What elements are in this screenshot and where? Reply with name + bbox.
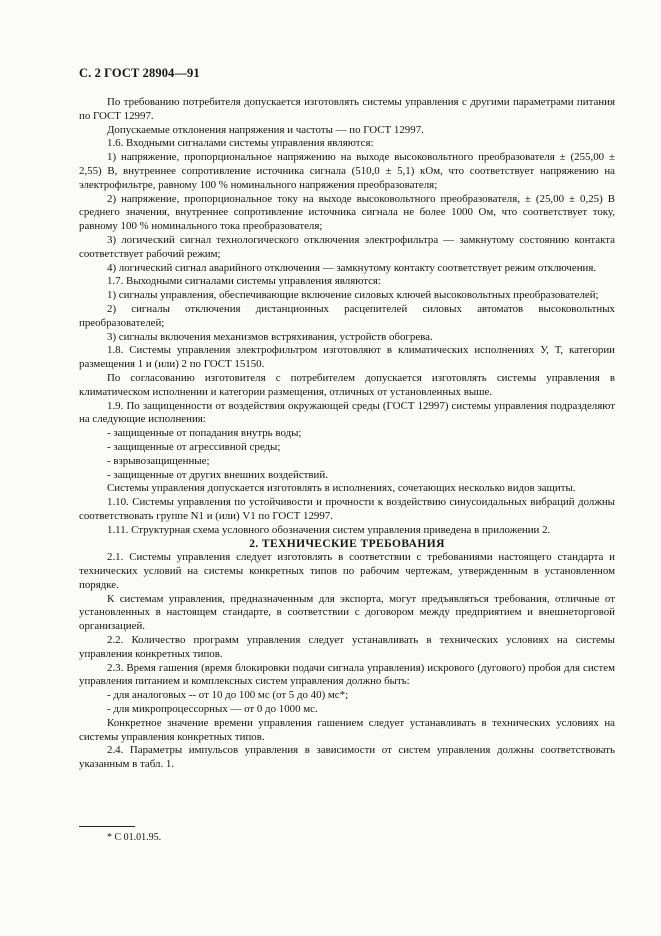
clause-2-4: 2.4. Параметры импульсов управления в зависимости от систем управления должны соответствовать указанным в табл. 1. <box>79 744 615 771</box>
clause-2-1: 2.1. Системы управления следует изготовлять в соответствии с требованиями настоящего стандарта и технических условий на системы конкретных типов по рабочим чертежам, утвержденным в установленном порядке. <box>79 551 615 591</box>
section-heading: 2. ТЕХНИЧЕСКИЕ ТРЕБОВАНИЯ <box>249 537 445 550</box>
paragraph: Допускаемые отклонения напряжения и частоты — по ГОСТ 12997. <box>107 123 424 136</box>
paragraph: По согласованию изготовителя с потребителем допускается изготовлять системы управления в климатическом исполнении и категории размещения, отличных от установленных выше. <box>79 371 615 398</box>
dash-item: - для аналоговых -- от 10 до 100 мс (от 5 до 40) мс*; <box>107 689 349 702</box>
clause-2-2: 2.2. Количество программ управления следует устанавливать в технических условиях на системы управления конкретных типов. <box>79 634 615 660</box>
list-item: 1) напряжение, пропорциональное напряжению на выходе высоковольтного преобразователя ± (255,00 ± 2,55) В, внутреннее сопротивление источника сигнала (510,0 ± 5,1) кОм, что соответствует напряжению на электрофильтре, равному 100 % номинального напряжения преобразователя; <box>79 151 615 191</box>
dash-item: - защищенные от агрессивной среды; <box>107 440 281 453</box>
page-header: С. 2 ГОСТ 28904—91 <box>79 66 200 80</box>
clause-1-9: 1.9. По защищенности от воздействия окружающей среды (ГОСТ 12997) системы управления подразделяют на следующие исполнения: <box>79 399 615 426</box>
footnote-divider <box>79 826 135 827</box>
paragraph: Конкретное значение времени управления гашением следует устанавливать в технических условиях на системы управления конкретных типов. <box>79 716 615 743</box>
list-item: 3) сигналы включения механизмов встряхивания, устройств обогрева. <box>107 330 433 343</box>
dash-item: - взрывозащищенные; <box>107 454 210 467</box>
dash-item: - защищенные от других внешних воздействий. <box>107 468 328 481</box>
list-item: 3) логический сигнал технологического отключения электрофильтра — замкнутому состоянию контакта соответствует рабочий режим; <box>79 233 615 260</box>
list-item: 4) логический сигнал аварийного отключения — замкнутому контакту соответствует режим отключения. <box>107 261 597 274</box>
dash-item: - защищенные от попадания внутрь воды; <box>107 427 302 440</box>
clause-1-8: 1.8. Системы управления электрофильтром изготовляют в климатических исполнениях У, Т, категории размещения 1 и (или) 2 по ГОСТ 15150. <box>79 344 615 371</box>
document-body <box>79 96 615 772</box>
paragraph: Системы управления допускается изготовлять в исполнениях, сочетающих несколько видов защиты. <box>107 482 576 495</box>
paragraph: По требованию потребителя допускается изготовлять системы управления с другими параметрами питания по ГОСТ 12997. <box>79 96 615 122</box>
list-item: 2) напряжение, пропорциональное току на выходе высоковольтного преобразователя, ± (25,00 ± 0,25) В среднего значения, внутреннее сопротивление источника сигнала не более 1000 Ом, что соответствует току, равному 100 % номинального тока преобразователя; <box>79 192 615 233</box>
footnote: * С 01.01.95. <box>107 832 162 843</box>
clause-1-6: 1.6. Входными сигналами системы управления являются: <box>107 137 374 150</box>
paragraph: К системам управления, предназначенным для экспорта, могут предъявляться требования, отличные от установленных в настоящем стандарте, в соответствии с договором между предприятием и внешнеторговой организацией. <box>79 592 615 633</box>
list-item: 2) сигналы отключения дистанционных расцепителей силовых автоматов высоковольтных преобразователей; <box>79 302 615 329</box>
clause-1-11: 1.11. Структурная схема условного обозначения систем управления приведена в приложении 2. <box>107 523 551 536</box>
dash-item: - для микропроцессорных — от 0 до 1000 мс. <box>107 703 318 716</box>
list-item: 1) сигналы управления, обеспечивающие включение силовых ключей высоковольтных преобразователей; <box>107 289 599 302</box>
clause-1-10: 1.10. Системы управления по устойчивости и прочности к воздействию синусоидальных вибраций должны соответствовать группе N1 и (или) V1 по ГОСТ 12997. <box>79 496 615 522</box>
clause-1-7: 1.7. Выходными сигналами системы управления являются: <box>107 275 381 288</box>
clause-2-3: 2.3. Время гашения (время блокировки подачи сигнала управления) искрового (дугового) пробоя для систем управления питанием и комплексных систем управления должно быть: <box>79 661 615 688</box>
